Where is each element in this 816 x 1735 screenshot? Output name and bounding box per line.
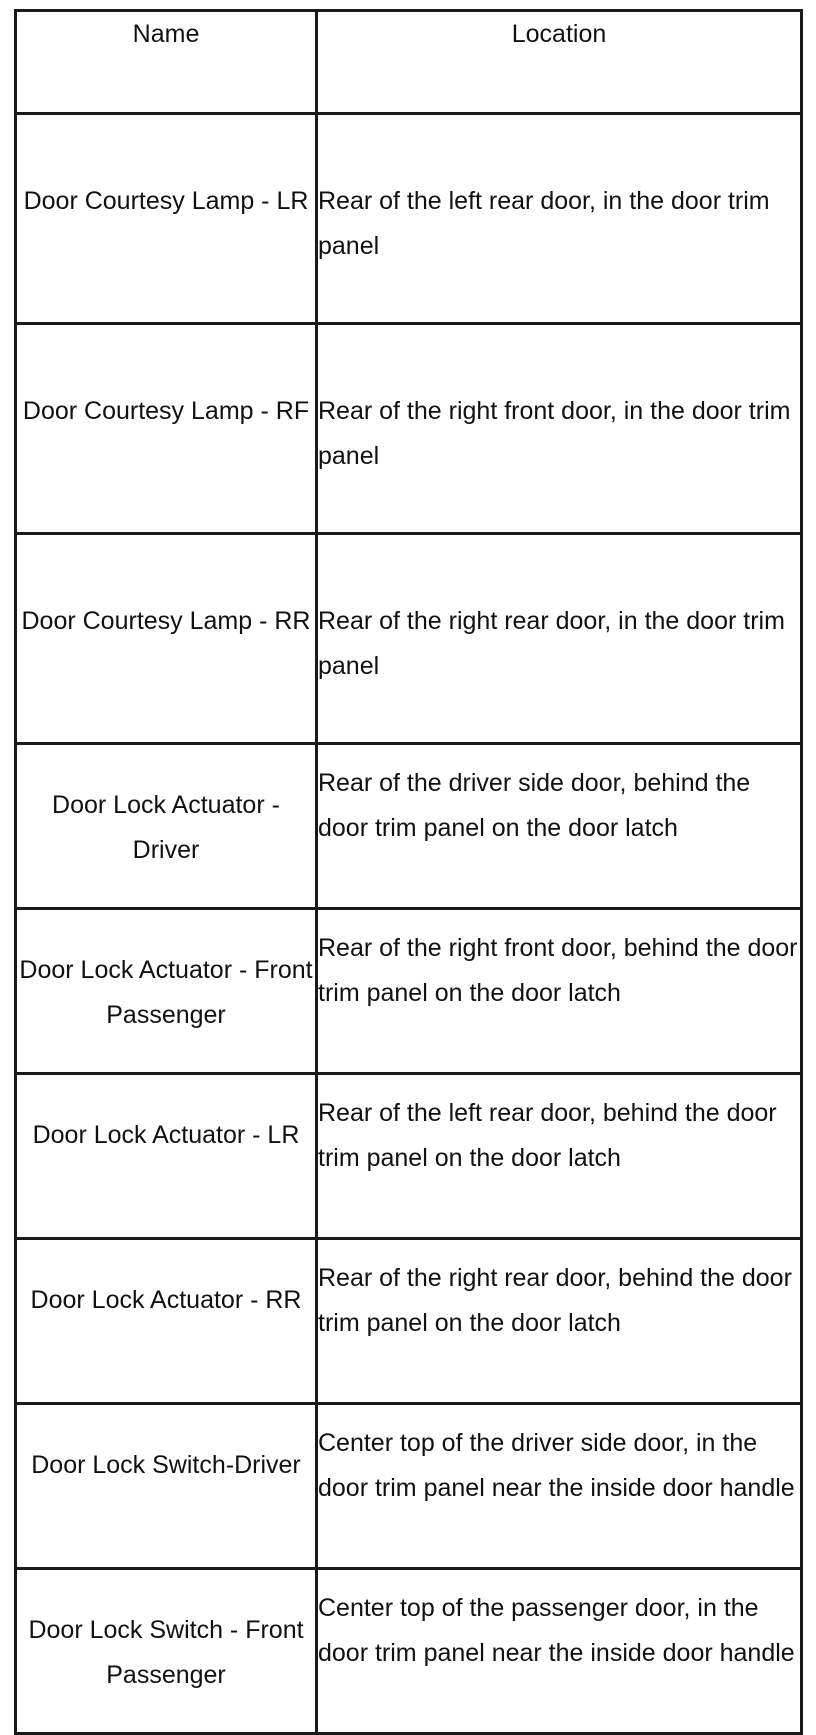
location-cell: Rear of the left rear door, behind the door trim panel on the door latch: [317, 1074, 802, 1239]
name-cell: Door Courtesy Lamp - LR: [16, 114, 317, 324]
table-row: [16, 1569, 802, 1734]
location-cell: Rear of the right rear door, behind the door trim panel on the door latch: [317, 1239, 802, 1404]
table-row: [16, 534, 802, 744]
location-cell: Rear of the driver side door, behind the door trim panel on the door latch: [317, 744, 802, 909]
component-location-table: [14, 9, 803, 1735]
table-row: [16, 1074, 802, 1239]
location-cell: Center top of the driver side door, in the door trim panel near the inside door handle: [317, 1404, 802, 1569]
location-cell: Center top of the passenger door, in the door trim panel near the inside door handle: [317, 1569, 802, 1734]
location-cell: Rear of the right front door, in the door trim panel: [317, 324, 802, 534]
column-header-name: Name: [16, 11, 317, 114]
location-cell: Rear of the right front door, behind the door trim panel on the door latch: [317, 909, 802, 1074]
name-cell: Door Courtesy Lamp - RF: [16, 324, 317, 534]
location-cell: Rear of the left rear door, in the door trim panel: [317, 114, 802, 324]
table-header-row: [16, 11, 802, 114]
name-cell: Door Courtesy Lamp - RR: [16, 534, 317, 744]
column-header-location: Location: [317, 11, 802, 114]
table-row: [16, 324, 802, 534]
name-cell: Door Lock Switch-Driver: [16, 1404, 317, 1569]
name-cell: Door Lock Switch - Front Passenger: [16, 1569, 317, 1734]
table-row: [16, 1404, 802, 1569]
table-row: [16, 1239, 802, 1404]
name-cell: Door Lock Actuator - Front Passenger: [16, 909, 317, 1074]
location-cell: Rear of the right rear door, in the door trim panel: [317, 534, 802, 744]
table-row: [16, 744, 802, 909]
table-row: [16, 114, 802, 324]
name-cell: Door Lock Actuator - LR: [16, 1074, 317, 1239]
table-row: [16, 909, 802, 1074]
name-cell: Door Lock Actuator - RR: [16, 1239, 317, 1404]
name-cell: Door Lock Actuator - Driver: [16, 744, 317, 909]
